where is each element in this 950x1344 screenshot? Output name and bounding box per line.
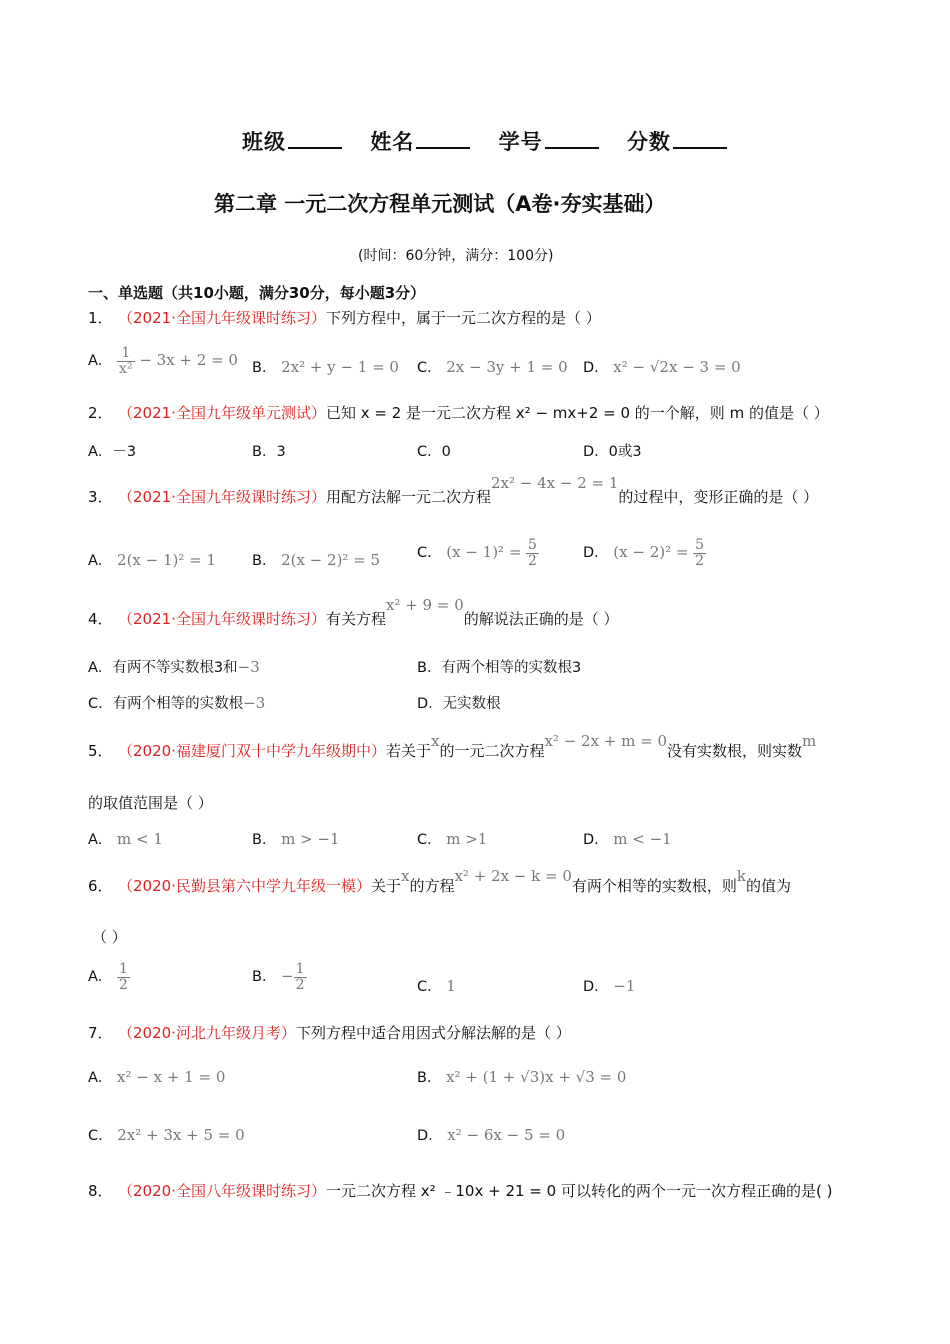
equation: x² + 2x − k = 0	[454, 867, 572, 885]
option-b[interactable]: B．有两个相等的实数根3	[417, 660, 582, 676]
question-3: 3． （2021·全国九年级课时练习）用配方法解一元二次方程2x² − 4x − 2 = 1的过程中，变形正确的是（ ）	[88, 474, 819, 506]
option-b[interactable]: B．3	[252, 444, 286, 460]
option-a[interactable]: A． x² − x + 1 = 0	[88, 1068, 226, 1086]
option-a[interactable]: A． 2(x − 1)² = 1	[88, 551, 217, 569]
option-c[interactable]: C． 1	[417, 977, 456, 995]
option-d[interactable]: D． −1	[583, 977, 636, 995]
option-d[interactable]: D． (x − 2)² = $\frac{5}{2}$	[583, 537, 704, 569]
option-c[interactable]: C． (x − 1)² = $\frac{5}{2}$	[417, 537, 537, 569]
question-source: （2021·全国九年级单元测试）	[118, 404, 326, 422]
option-d[interactable]: D． x² − 6x − 5 = 0	[417, 1126, 566, 1144]
option-b[interactable]: B． m > −1	[252, 830, 340, 848]
question-source: （2021·全国九年级课时练习）	[118, 488, 326, 506]
option-a[interactable]: A． $\frac{1}{\text{x²}}$ − 3x + 2 = 0	[88, 345, 238, 377]
option-d[interactable]: D．无实数根	[417, 696, 501, 712]
question-2: 2． （2021·全国九年级单元测试）已知 x = 2 是一元二次方程 x² − mx+2 = 0 的一个解，则 m 的值是（ ）	[88, 404, 829, 422]
option-a[interactable]: A．－3	[88, 444, 137, 460]
question-source: （2021·全国九年级课时练习）	[118, 309, 326, 327]
id-label: 学号	[498, 130, 543, 154]
option-b[interactable]: B． − $\frac{1}{2}$	[252, 961, 305, 993]
question-text: 用配方法解一元二次方程	[325, 488, 491, 506]
page-subtitle: (时间：60分钟，满分：100分)	[358, 248, 554, 264]
question-source: （2020·全国八年级课时练习）	[118, 1182, 326, 1200]
class-blank[interactable]	[288, 129, 342, 149]
equation: x² + 9 = 0	[385, 596, 464, 614]
option-d[interactable]: D． m < −1	[583, 830, 672, 848]
question-1: 1． （2021·全国九年级课时练习）下列方程中，属于一元二次方程的是（ ）	[88, 309, 601, 327]
question-6-line2: （ ）	[92, 928, 127, 946]
question-text: 下列方程中适合用因式分解法解的是（ ）	[295, 1024, 571, 1042]
equation: 2x² − 4x − 2 = 1	[490, 474, 619, 492]
question-4: 4． （2021·全国九年级课时练习）有关方程x² + 9 = 0的解说法正确的是（ ）	[88, 596, 619, 628]
name-blank[interactable]	[416, 129, 470, 149]
option-a[interactable]: A．有两不等实数根3和−3	[88, 658, 260, 676]
question-source: （2020·福建厦门双十中学九年级期中）	[118, 742, 386, 760]
option-c[interactable]: C． 2x² + 3x + 5 = 0	[88, 1126, 245, 1144]
section-heading: 一、单选题（共10小题，满分30分，每小题3分）	[88, 284, 426, 302]
option-c[interactable]: C．0	[417, 444, 451, 460]
question-6: 6． （2020·民勤县第六中学九年级一模）关于x的方程x² + 2x − k = 0有两个相等的实数根，则k的值为	[88, 867, 791, 895]
name-label: 姓名	[370, 130, 415, 154]
student-info-header	[242, 126, 727, 156]
option-c[interactable]: C．有两个相等的实数根−3	[88, 694, 266, 712]
id-blank[interactable]	[545, 129, 599, 149]
question-source: （2021·全国九年级课时练习）	[118, 610, 326, 628]
class-label: 班级	[242, 130, 286, 154]
question-source: （2020·河北九年级月考）	[118, 1024, 296, 1042]
question-source: （2020·民勤县第六中学九年级一模）	[118, 877, 371, 895]
option-c[interactable]: C． m >1	[417, 830, 488, 848]
option-d[interactable]: D． x² − √2x − 3 = 0	[583, 358, 741, 376]
page-title: 第二章 一元二次方程单元测试（A卷·夯实基础）	[214, 192, 666, 216]
question-7: 7． （2020·河北九年级月考）下列方程中适合用因式分解法解的是（ ）	[88, 1024, 571, 1042]
score-blank[interactable]	[673, 129, 727, 149]
option-a[interactable]: A． $\frac{1}{2}$	[88, 961, 128, 993]
option-c[interactable]: C． 2x − 3y + 1 = 0	[417, 358, 568, 376]
question-5: 5． （2020·福建厦门双十中学九年级期中）若关于x的一元二次方程x² − 2x + m = 0没有实数根，则实数m	[88, 732, 817, 760]
option-a[interactable]: A． m < 1	[88, 830, 163, 848]
score-label: 分数	[626, 130, 671, 154]
question-5-line2: 的取值范围是（ ）	[88, 794, 213, 812]
option-d[interactable]: D．0或3	[583, 444, 642, 460]
equation: x² − 2x + m = 0	[544, 732, 668, 750]
option-b[interactable]: B． 2x² + y − 1 = 0	[252, 358, 399, 376]
question-text: 下列方程中，属于一元二次方程的是（ ）	[325, 309, 601, 327]
fraction: $\frac{1}{\text{x²}}$	[119, 345, 133, 377]
option-b[interactable]: B． 2(x − 2)² = 5	[252, 551, 381, 569]
question-text: 一元二次方程 x² ﹣10x + 21 = 0 可以转化的两个一元一次方程正确的是( )	[325, 1182, 833, 1200]
question-text: 已知 x = 2 是一元二次方程 x² − mx+2 = 0 的一个解，则 m 的值是（ ）	[325, 404, 829, 422]
question-8: 8． （2020·全国八年级课时练习）一元二次方程 x² ﹣10x + 21 = 0 可以转化的两个一元一次方程正确的是( )	[88, 1182, 833, 1200]
option-b[interactable]: B． x² + (1 + √3)x + √3 = 0	[417, 1068, 627, 1086]
